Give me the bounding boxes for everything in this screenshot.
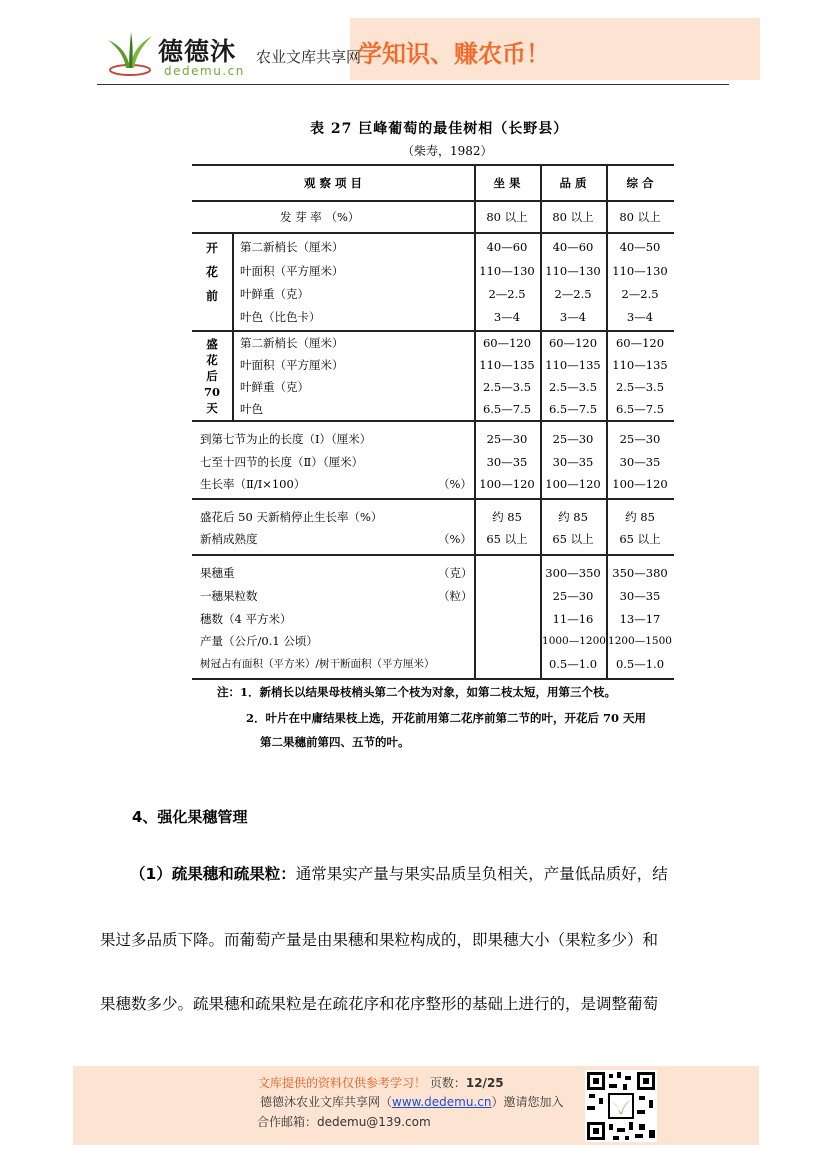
row-item: 果穗重: [200, 566, 235, 580]
footer-line-2: [260, 1093, 564, 1110]
row-value: 60—120: [615, 336, 665, 350]
data-table: [192, 164, 674, 680]
row-value: 100—120: [612, 477, 668, 491]
row-value: 6.5—7.5: [615, 402, 665, 416]
group-label-after-flower: 盛花后70天: [204, 337, 221, 415]
paragraph-lead: （1）疏果穗和疏果粒：: [130, 865, 296, 883]
row-value: 100—120: [545, 477, 601, 491]
col-header-quality: 品 质: [559, 176, 587, 190]
table-note-1: 注：1．新梢长以结果母枝梢头第二个枝为对象，如第二枝太短，用第三个枝。: [217, 685, 616, 699]
row-value: 40—60: [486, 240, 528, 254]
row-value: 2—2.5: [554, 287, 592, 301]
footer-notice: 文库提供的资料仅供参考学习！: [258, 1076, 427, 1090]
table-rule: [192, 498, 674, 500]
row-value: 110—135: [479, 358, 535, 372]
row-value: 30—35: [619, 589, 661, 603]
table-title: 表 27 巨峰葡萄的最佳树相（长野县）: [310, 121, 569, 137]
row-value: 65 以上: [552, 532, 594, 546]
row-value: 13—17: [619, 612, 661, 626]
col-header-item: 观 察 项 目: [303, 176, 362, 190]
table-rule: [192, 164, 674, 166]
row-value: 80 以上: [552, 210, 594, 224]
row-item: 新梢成熟度: [200, 532, 258, 546]
row-value: 2.5—3.5: [482, 380, 532, 394]
brand-url: dedemu.cn: [164, 64, 245, 78]
row-value: 40—60: [552, 240, 594, 254]
row-value: 25—30: [552, 432, 594, 446]
row-unit: （克）: [438, 566, 473, 580]
row-item: 叶鲜重（克）: [240, 380, 309, 394]
table-rule: [192, 200, 674, 202]
header-divider: [97, 84, 729, 85]
row-item: 叶色: [240, 402, 263, 416]
row-unit: （粒）: [438, 589, 473, 603]
col-header-overall: 综 合: [626, 176, 654, 190]
row-value: 25—30: [486, 432, 528, 446]
row-item: 树冠占有面积（平方米）/树干断面积（平方厘米）: [200, 658, 435, 670]
row-value: 25—30: [552, 589, 594, 603]
row-item: 盛花后 50 天新梢停止生长率（%）: [200, 510, 383, 524]
row-item: 叶面积（平方厘米）: [240, 358, 344, 372]
row-value: 350—380: [612, 566, 668, 580]
row-value: 65 以上: [486, 532, 528, 546]
row-value: 300—350: [545, 566, 601, 580]
row-value: 110—130: [479, 264, 535, 278]
row-value: 110—130: [545, 264, 601, 278]
table-group-rule: [232, 232, 234, 420]
page-footer: [73, 1066, 759, 1145]
row-item: 叶面积（平方厘米）: [240, 264, 344, 278]
row-value: 100—120: [479, 477, 535, 491]
table-rule: [192, 678, 674, 680]
row-value: 80 以上: [486, 210, 528, 224]
scanned-table-figure: [160, 110, 720, 750]
row-value: 约 85: [492, 510, 522, 524]
row-value: 30—35: [486, 455, 528, 469]
row-value: 3—4: [493, 310, 521, 324]
row-value: 约 85: [558, 510, 588, 524]
paragraph-line-2: 果过多品质下降。而葡萄产量是由果穗和果粒构成的，即果穗大小（果粒多少）和: [100, 931, 659, 949]
row-value: 25—30: [619, 432, 661, 446]
slogan: 学知识、赚农币！: [358, 39, 550, 68]
footer-email: 合作邮箱：dedemu@139.com: [257, 1115, 431, 1129]
row-value: 0.5—1.0: [548, 657, 598, 671]
row-value: 65 以上: [619, 532, 661, 546]
row-value: 3—4: [559, 310, 587, 324]
row-value: 60—120: [548, 336, 598, 350]
row-value: 60—120: [482, 336, 532, 350]
footer-site-prefix: 德德沐农业文库共享网（: [260, 1095, 393, 1109]
row-value: 11—16: [552, 612, 594, 626]
footer-line-1: [258, 1074, 504, 1091]
group-label-before-flower: 开花前: [205, 241, 218, 303]
footer-site-suffix: ）邀请您加入: [491, 1095, 564, 1109]
row-item: 叶鲜重（克）: [240, 287, 309, 301]
page-label: 页数：: [429, 1076, 466, 1090]
row-item: 叶色（比色卡）: [240, 310, 321, 324]
row-value: 0.5—1.0: [615, 657, 665, 671]
row-item: 穗数（4 平方米）: [200, 612, 292, 626]
row-item: 第二新梢长（厘米）: [240, 240, 344, 254]
row-value: 3—4: [626, 310, 654, 324]
row-value: 6.5—7.5: [548, 402, 598, 416]
row-item: 产量（公斤/0.1 公顷）: [200, 634, 318, 648]
row-value: 110—130: [612, 264, 668, 278]
row-value: 2—2.5: [488, 287, 526, 301]
row-value: 2.5—3.5: [615, 380, 665, 394]
table-rule: [192, 330, 674, 332]
row-item: 生长率（Ⅱ/Ⅰ×100）: [200, 477, 306, 491]
row-item: 一穗果粒数: [200, 589, 258, 603]
page-number: 12/25: [465, 1076, 504, 1090]
row-value: 110—135: [545, 358, 601, 372]
col-header-fruit-set: 坐 果: [493, 176, 521, 190]
row-item: 七至十四节的长度（Ⅱ）（厘米）: [200, 455, 364, 469]
row-value: 40—50: [619, 240, 661, 254]
row-value: 80 以上: [619, 210, 661, 224]
row-value: 约 85: [625, 510, 655, 524]
table-note-3: 第二果穗前第四、五节的叶。: [260, 735, 410, 749]
site-name: 农业文库共享网: [256, 48, 362, 66]
paragraph-line-1: [130, 862, 750, 884]
paragraph-line-3: 果穗数多少。疏果穗和疏果粒是在疏花序和花序整形的基础上进行的，是调整葡萄: [100, 995, 659, 1013]
row-value: 1200—1500: [608, 635, 672, 647]
table-subtitle: （柴寿，1982）: [402, 144, 493, 158]
table-note-2: 2．叶片在中庸结果枝上选，开花前用第二花序前第二节的叶，开花后 70 天用: [246, 711, 647, 725]
row-item: 到第七节为止的长度（I）（厘米）: [200, 432, 372, 446]
row-unit: （%）: [438, 477, 472, 491]
row-value: 2.5—3.5: [548, 380, 598, 394]
table-rule: [192, 232, 674, 234]
page-header: [100, 18, 760, 84]
row-value: 6.5—7.5: [482, 402, 532, 416]
row-value: 2—2.5: [621, 287, 659, 301]
section-title: 4、强化果穗管理: [132, 808, 248, 826]
row-value: 30—35: [619, 455, 661, 469]
row-value: 30—35: [552, 455, 594, 469]
table-rule: [192, 420, 674, 422]
paragraph-text: 通常果实产量与果实品质呈负相关，产量低品质好，结: [295, 865, 668, 883]
bamboo-leaf-logo-icon: [100, 28, 160, 78]
row-unit: （%）: [438, 532, 472, 546]
qr-code-icon: [585, 1070, 657, 1142]
row-item: 发 芽 率 （%）: [280, 210, 360, 224]
brand-name: 德德沐: [158, 37, 237, 66]
row-item: 第二新梢长（厘米）: [240, 336, 344, 350]
row-value: 110—135: [612, 358, 668, 372]
footer-site-link[interactable]: www.dedemu.cn: [392, 1095, 492, 1109]
table-rule: [192, 554, 674, 556]
row-value: 1000—1200: [542, 635, 606, 647]
